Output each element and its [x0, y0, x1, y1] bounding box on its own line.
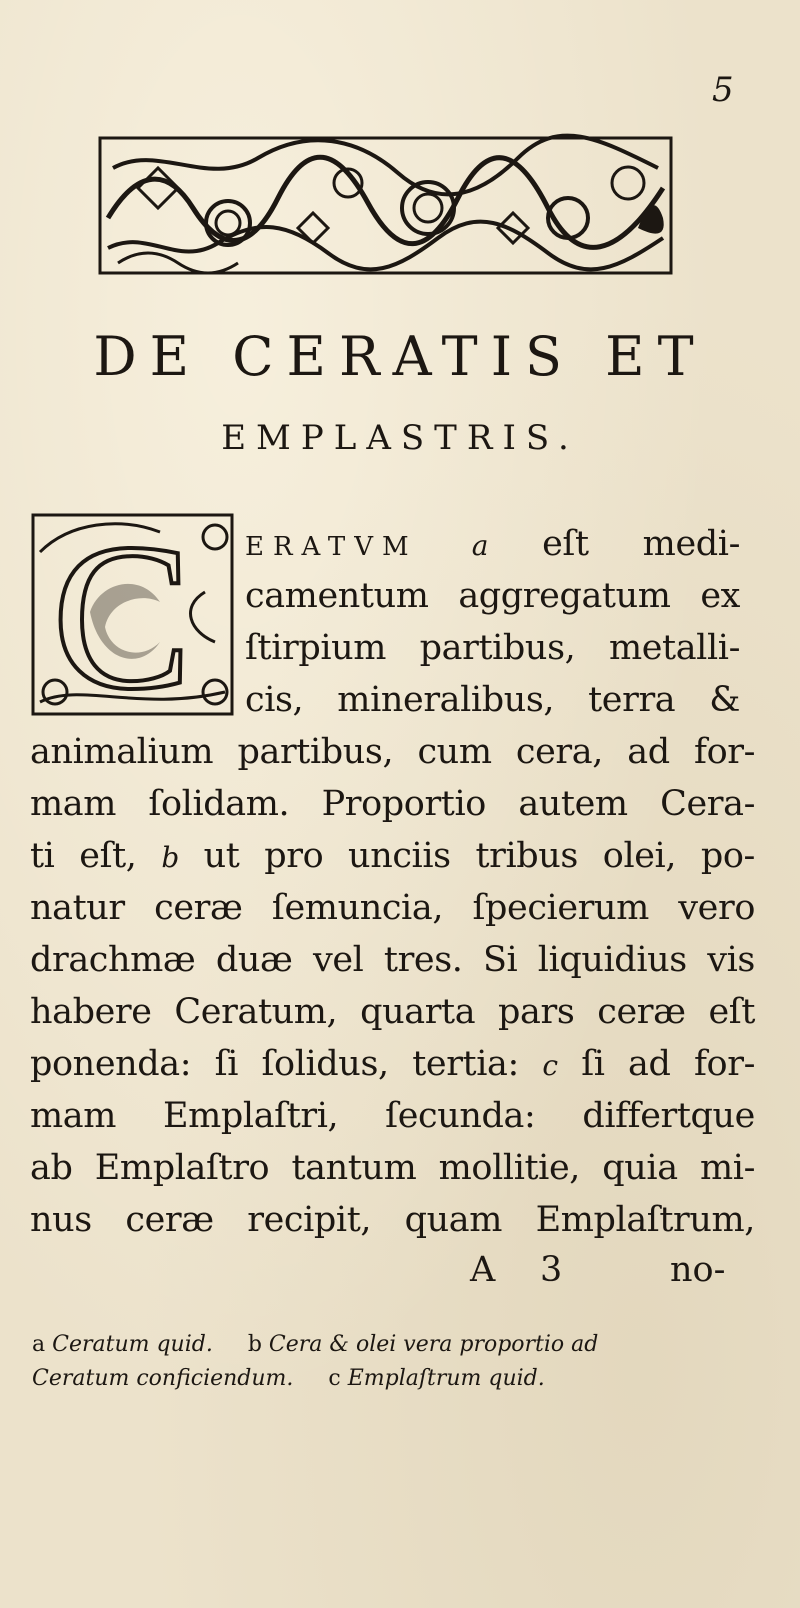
first-word-smallcaps: ERATVM — [245, 532, 418, 562]
text-line-1-rest: eſt medi- — [542, 524, 740, 564]
margin-notes-line-2 — [32, 1364, 742, 1394]
note-ref-c: c — [542, 1049, 558, 1082]
note-ref-b: b — [161, 841, 179, 874]
margin-note-c-mark: c — [328, 1366, 341, 1391]
initial-letter: C — [51, 512, 193, 717]
catchword: no- — [670, 1250, 726, 1290]
text-line-11-a: ponenda: ſi ſolidus, tertia: — [30, 1044, 519, 1084]
headpiece-ornament — [98, 128, 673, 280]
page-number: 5 — [712, 70, 734, 110]
signature-number: 3 — [540, 1250, 563, 1290]
text-line-5: animalium partibus, cum cera, ad for- — [30, 732, 755, 772]
margin-notes-line-1 — [32, 1330, 742, 1360]
text-line-4: cis, mineralibus, terra & — [245, 680, 740, 720]
margin-note-b-cont: Ceratum conficiendum. — [32, 1366, 294, 1391]
text-line-13: ab Emplaſtro tantum mollitie, quia mi- — [30, 1148, 755, 1188]
decorated-initial-c — [30, 512, 235, 717]
text-line-8: natur ceræ ſemuncia, ſpecierum vero — [30, 888, 755, 928]
text-line-1 — [245, 518, 740, 573]
margin-note-b-mark: b — [247, 1332, 262, 1357]
text-line-7-b: ut pro unciis tribus olei, po- — [203, 836, 755, 876]
note-ref-a: a — [471, 529, 489, 562]
title-line-1: DE CERATIS ET — [93, 325, 707, 388]
text-line-7-a: ti eſt, — [30, 836, 137, 876]
margin-note-c: Emplaſtrum quid. — [347, 1366, 545, 1391]
text-line-2: camentum aggregatum ex — [245, 576, 740, 616]
text-line-9: drachmæ duæ vel tres. Si liquidius vis — [30, 940, 755, 980]
margin-note-a-mark: a — [32, 1332, 46, 1357]
text-line-14: nus ceræ recipit, quam Emplaſtrum, — [30, 1200, 755, 1240]
signature-mark: A — [470, 1250, 496, 1290]
text-line-11-b: ſi ad for- — [581, 1044, 755, 1084]
text-line-12: mam Emplaſtri, ſecunda: differtque — [30, 1096, 755, 1136]
title-line-2: EMPLASTRIS. — [221, 418, 579, 458]
text-line-3: ſtirpium partibus, metalli- — [245, 628, 740, 668]
text-line-7 — [30, 830, 755, 884]
margin-note-b: Cera & olei vera proportio ad — [268, 1332, 599, 1357]
margin-note-a: Ceratum quid. — [52, 1332, 213, 1357]
text-line-10: habere Ceratum, quarta pars ceræ eſt — [30, 992, 755, 1032]
text-line-6: mam ſolidam. Proportio autem Cera- — [30, 784, 755, 824]
text-line-11 — [30, 1038, 755, 1092]
